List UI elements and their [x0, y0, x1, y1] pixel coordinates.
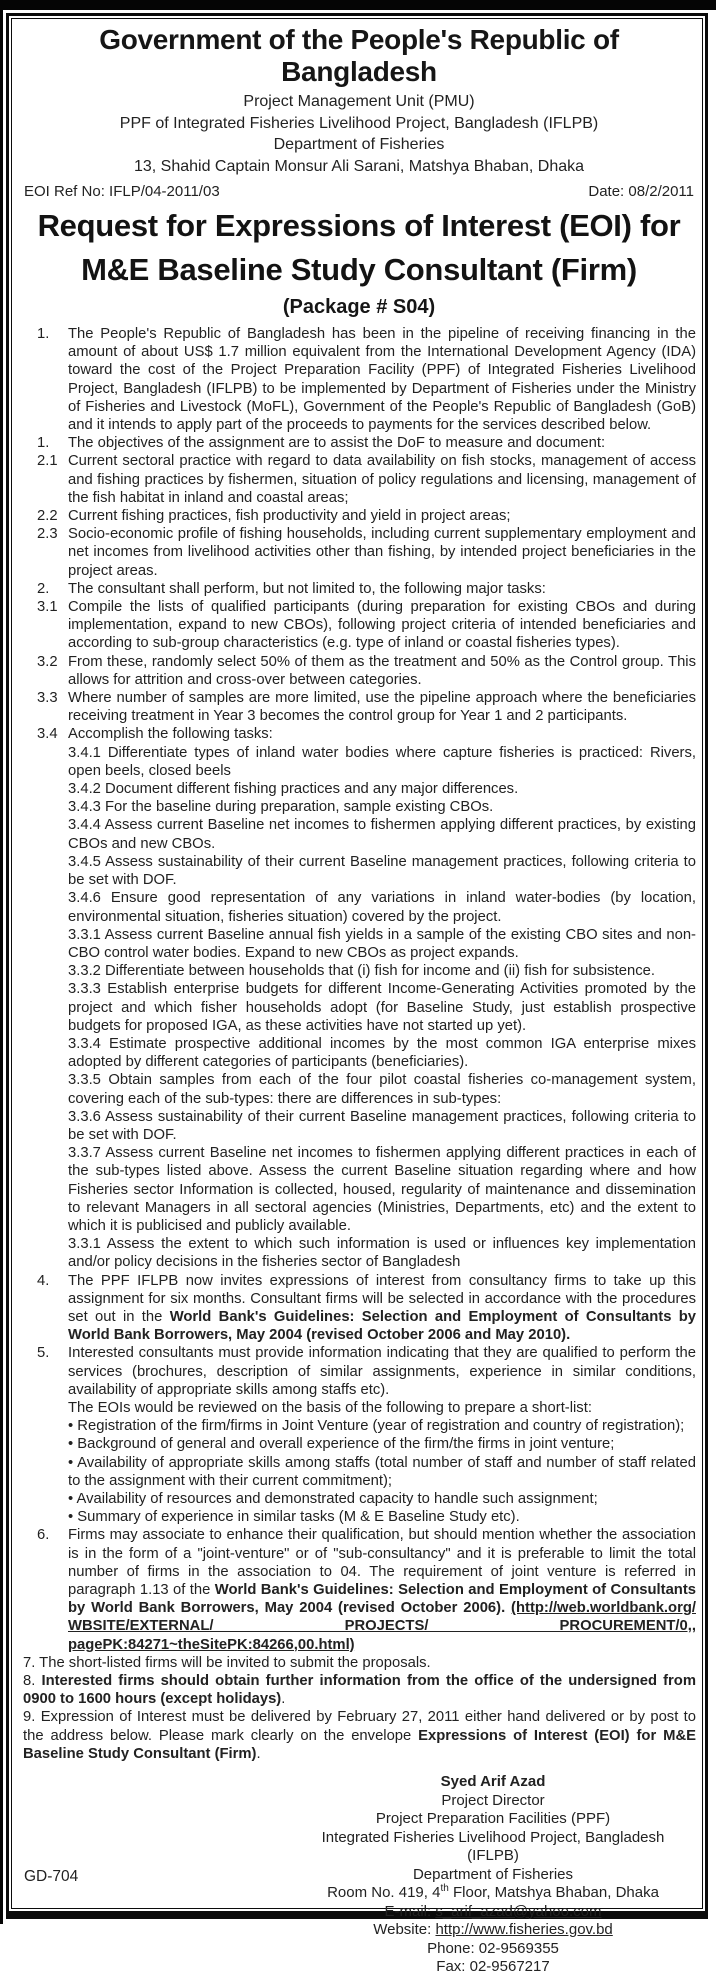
paragraph: The objectives of the assignment are to assist the DoF to measure and document:	[68, 435, 606, 452]
paragraph: 3.4.5 Assess sustainability of their current Baseline management practices, following criteria to be set with DOF.	[68, 853, 696, 889]
signature-line: Syed Arif Azad	[440, 1773, 546, 1791]
worldbank-guidelines-link[interactable]: (http://web.worldbank.org/ WBSITE/EXTERNAL/ PROJECTS/ PROCUREMENT/0,, pagePK:84271~theSitePK:84266,00.html)	[68, 1600, 696, 1653]
item-text	[68, 452, 696, 507]
item-text	[68, 1344, 696, 1526]
paragraph: 3.3.1 Assess current Baseline annual fish yields in a sample of the existing CBO sites and non-CBO control water bodies. Expand to new CBOs as project expands.	[68, 926, 696, 961]
paragraph: Socio-economic profile of fishing households, including current supplementary employment and net incomes from livelihood activities other than fishing, by intended project beneficiaries in the project areas.	[68, 526, 696, 579]
item-number: 4.	[37, 1272, 50, 1289]
notice-item-flush: 7. The short-listed firms will be invited to submit the proposals.	[23, 1654, 431, 1671]
paragraph: 3.3.2 Differentiate between households that (i) fish for income and (ii) fish for subsistence.	[68, 963, 655, 980]
paragraph: 3.3.6 Assess sustainability of their current Baseline management practices, following criteria to be set with DOF.	[68, 1108, 696, 1143]
paragraph: 3.3.4 Estimate prospective additional incomes by the most common IGA enterprise mixes adopted by different categories of participants (beneficiaries).	[68, 1035, 696, 1071]
paragraph: Current fishing practices, fish productivity and yield in project areas;	[68, 508, 511, 525]
signature-line: Fax: 02-9567217	[436, 1958, 550, 1976]
notice-border	[6, 13, 708, 1976]
text-segment: Expressions of Interest (EOI) for M&E Baseline Study Consultant (Firm)	[23, 1727, 696, 1762]
notice-item	[22, 580, 696, 598]
paragraph: The PPF IFLPB now invites expressions of interest from consultancy firms to take up this assignment for six months. Consultant firms will be selected in accordance with the procedures set out in the World Bank's Guidelines: Selection and Employment of Consultants by World Bank Borrowers, May 2004 (revised October 2006 and May 2010).	[68, 1272, 697, 1344]
item-number: 6.	[37, 1527, 50, 1544]
notice-item	[22, 1344, 696, 1526]
paragraph: Accomplish the following tasks:	[68, 726, 273, 743]
paragraph: 3.3.3 Establish enterprise budgets for different Income-Generating Activities promoted by the project and which fisher households adopt (for Baseline Study, just establish prospective budgets for proposed IGA, as these activities have not started up yet).	[68, 981, 696, 1034]
notice-item	[22, 653, 696, 689]
notice-item-flush: 8. Interested firms should obtain further information from the office of the undersigned from 0900 to 1600 hours (except holidays).	[23, 1673, 696, 1708]
bullet-icon: •	[68, 1436, 78, 1453]
item-text	[68, 653, 696, 689]
header-subtitles	[22, 91, 696, 177]
item-number: 2.	[37, 580, 50, 597]
paragraph: 3.4.6 Ensure good representation of any variations in inland water-bodies (by location, environmental situation, fisheries situation) covered by the project.	[68, 890, 696, 925]
paragraph: The EOIs would be reviewed on the basis of the following to prepare a short-list:	[68, 1399, 592, 1416]
notice-item	[22, 689, 696, 725]
item-text	[68, 1272, 696, 1345]
notice-item	[22, 725, 696, 1271]
paragraph: Current sectoral practice with regard to data availability on fish stocks, management of access and fishing practices by fishermen, situation of policy regulations and licensing, management of the fish habitat in inland and coastal areas;	[68, 453, 696, 506]
item-number: 2.3	[37, 526, 58, 543]
government-title: Government of the People's Republic of Bangladesh	[99, 24, 619, 87]
bullet-icon: •	[68, 1418, 78, 1435]
notice-item	[22, 325, 696, 434]
paragraph: 3.4.1 Differentiate types of inland water bodies where capture fisheries is practiced: Rivers, open beels, closed beels	[68, 744, 696, 779]
notice-title-line-1: Request for Expressions of Interest (EOI) for	[37, 208, 681, 243]
bullet-point: • Summary of experience in similar tasks (M & E Baseline Study etc).	[68, 1509, 520, 1526]
item-text	[68, 525, 696, 580]
item-text	[68, 689, 696, 725]
notice-title-line-2: M&E Baseline Study Consultant (Firm)	[81, 252, 637, 287]
notice-body	[22, 325, 696, 1763]
text-segment: World Bank's Guidelines: Selection and Employment of Consultants by World Bank Borrowers, May 2004 (revised October 2006 and May 2010).	[68, 1308, 697, 1344]
item-number: 3.3	[37, 690, 58, 707]
item-number: 3.2	[37, 653, 58, 670]
notice-item	[22, 1526, 696, 1653]
header-subtitle-line: 13, Shahid Captain Monsur Ali Sarani, Matshya Bhaban, Dhaka	[133, 157, 585, 175]
bullet-icon: •	[68, 1491, 77, 1507]
advert-code: GD-704	[24, 1868, 79, 1885]
item-text	[68, 325, 696, 434]
signature-line: Room No. 419, 4th Floor, Matshya Bhaban, Dhaka	[327, 1883, 659, 1902]
notice-item	[22, 1272, 696, 1345]
paragraph: Where number of samples are more limited, use the pipeline approach where the beneficiaries receiving treatment in Year 3 becomes the control group for Year 1 and 2 participants.	[68, 690, 696, 725]
notice-item-flush: 9. Expression of Interest must be delivered by February 27, 2011 either hand delivered or by post to the address below. Please mark clearly on the envelope Expressions of Interest (EOI) for M&E Baseline Study Consultant (Firm).	[23, 1709, 696, 1762]
eoi-ref-number: EOI Ref No: IFLP/04-2011/03	[24, 183, 220, 200]
header-subtitle-line: PPF of Integrated Fisheries Livelihood Project, Bangladesh (IFLPB)	[119, 114, 599, 132]
header-subtitle-line: Project Management Unit (PMU)	[243, 93, 475, 110]
notice-item	[22, 598, 696, 653]
signature-block	[290, 1773, 696, 1977]
item-text	[68, 725, 696, 1271]
text-segment: Interested firms should obtain further information from the office of the undersigned from 0900 to 1600 hours (except holidays)	[23, 1673, 696, 1708]
paragraph: 3.3.5 Obtain samples from each of the four pilot coastal fisheries co-management system, covering each of the sub-types: there are differences in sub-types:	[68, 1072, 696, 1107]
paragraph: Compile the lists of qualified participants (during preparation for existing CBOs and during implementation, expand to new CBOs), following project criteria of intended beneficiaries and according to sub-group characteristics (e.g. type of inland or coastal fisheries types).	[68, 599, 696, 652]
item-number: 2.2	[37, 508, 58, 525]
item-text	[68, 434, 696, 452]
signature-line: Project Director	[441, 1791, 545, 1809]
bullet-icon: •	[68, 1454, 78, 1471]
signature-line: Website: http://www.fisheries.gov.bd	[373, 1921, 613, 1939]
bullet-icon: •	[68, 1509, 78, 1526]
notice-item	[22, 452, 696, 507]
signature-line: Project Preparation Facilities (PPF)	[375, 1810, 611, 1828]
bullet-point: • Registration of the firm/firms in Joint Venture (year of registration and country of registration);	[68, 1418, 685, 1435]
paragraph: From these, randomly select 50% of them as the treatment and 50% as the Control group. This allows for attrition and cross-over between categories.	[68, 653, 696, 688]
signature-line: Phone: 02-9569355	[427, 1939, 559, 1957]
item-number: 2.1	[37, 453, 58, 470]
paragraph: 3.4.3 For the baseline during preparation, sample existing CBOs.	[68, 799, 494, 816]
item-text	[68, 1526, 696, 1653]
item-number: 3.1	[37, 599, 58, 616]
signature-line: E-mail: s_arif_azad@yahoo.com	[384, 1902, 602, 1920]
scan-edge-top	[0, 0, 716, 10]
notice-item	[22, 434, 696, 452]
item-number: 1.	[37, 326, 50, 342]
notice-item	[22, 507, 696, 525]
item-number: 3.4	[37, 726, 58, 743]
signature-line: Department of Fisheries	[412, 1865, 574, 1883]
scan-edge-left	[0, 0, 3, 1924]
email-link[interactable]: s_arif_azad@yahoo.com	[435, 1902, 602, 1920]
website-link[interactable]: http://www.fisheries.gov.bd	[435, 1921, 613, 1939]
signature-line: (IFLPB)	[467, 1847, 519, 1865]
signature-line: Integrated Fisheries Livelihood Project, Bangladesh	[321, 1828, 665, 1846]
paragraph: 3.4.4 Assess current Baseline net incomes to fishermen applying different practices, by existing CBOs and new CBOs.	[68, 817, 696, 852]
paragraph: The People's Republic of Bangladesh has been in the pipeline of receiving financing in the amount of about US$ 1.7 million equivalent from the International Development Agency (IDA) toward the cost of the Project Preparation Facility (PPF) of Integrated Fisheries Livelihood Project, Bangladesh (IFLPB) to be implemented by Department of Fisheries under the Ministry of Fisheries and Livestock (MoFL), Government of the People's Republic of Bangladesh (GoB) and it intends to apply part of the proceeds to payments for the services described below.	[68, 326, 696, 434]
item-number: 5.	[37, 1345, 50, 1362]
header-subtitle-line: Department of Fisheries	[273, 136, 445, 153]
bullet-point: • Availability of resources and demonstrated capacity to handle such assignment;	[68, 1491, 598, 1507]
paragraph: The consultant shall perform, but not limited to, the following major tasks:	[68, 580, 546, 597]
paragraph: Interested consultants must provide information indicating that they are qualified to perform the services (brochures, description of similar assignments, experience in similar conditions, availability of appropriate skills among staffs etc).	[68, 1345, 696, 1398]
notice-date: Date: 08/2/2011	[588, 183, 694, 200]
paragraph: 3.3.1 Assess the extent to which such information is used or influences key implementation and/or policy decisions in the fisheries sector of Bangladesh	[68, 1236, 696, 1271]
item-text	[68, 598, 696, 653]
item-text	[68, 507, 696, 525]
eoi-notice-document	[11, 18, 703, 1976]
text-segment: World Bank's Guidelines: Selection and Employment of Consultants by World Bank Borrowers, May 2004 (revised October 2006).	[68, 1582, 696, 1617]
reference-row	[22, 182, 696, 201]
paragraph: 3.3.7 Assess current Baseline net incomes to fishermen applying different practices in each of the sub-types listed above. Assess the current Baseline situation regarding where and how Fisheries sector Information is collected, housed, regularity of maintenance and dissemination to relevant Managers in all sectoral agencies (Ministries, Departments, etc) and the extent to which it is publicised and publicly available.	[68, 1145, 696, 1234]
package-number: (Package # S04)	[282, 296, 436, 318]
bullet-point: • Background of general and overall experience of the firm/the firms in joint venture;	[68, 1436, 615, 1453]
item-number: 1.	[37, 435, 50, 452]
notice-title	[22, 204, 696, 292]
item-text	[68, 580, 696, 598]
paragraph: 3.4.2 Document different fishing practices and any major differences.	[68, 781, 519, 798]
bullet-point: • Availability of appropriate skills among staffs (total number of staff and number of staff related to the assignment with their current commitment);	[68, 1454, 696, 1489]
notice-item	[22, 525, 696, 580]
paragraph: Firms may associate to enhance their qualification, but should mention whether the association is in the form of a "joint-venture" or of "sub-consultancy" and it is preferable to limit the total number of firms in the association to 04. The requirement of joint venture is referred in paragraph 1.13 of the World Bank's Guidelines: Selection and Employment of Consultants by World Bank Borrowers, May 2004 (revised October 2006). (http://web.worldbank.org/ WBSITE/EXTERNAL/ PROJECTS/ PROCUREMENT/0,, pagePK:84271~theSitePK:84266,00.html)	[68, 1527, 696, 1653]
